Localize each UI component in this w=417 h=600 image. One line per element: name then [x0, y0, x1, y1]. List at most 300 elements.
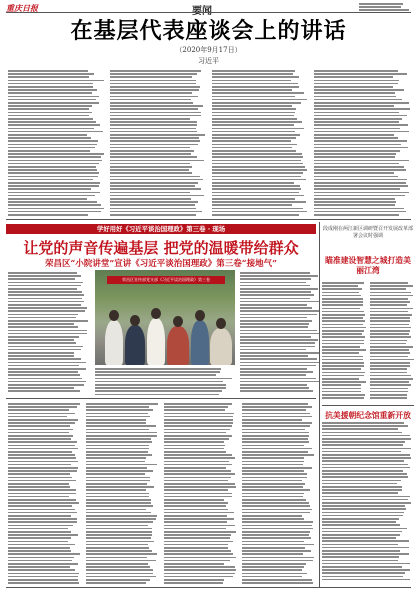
text-line: [212, 166, 305, 168]
text-line: [314, 176, 398, 178]
text-line: [8, 553, 80, 555]
text-line: [164, 438, 229, 440]
text-line: [212, 185, 300, 187]
sidebar-divider: [319, 222, 320, 587]
text-line: [242, 499, 306, 501]
text-line: [212, 83, 298, 85]
text-line: [8, 409, 69, 411]
text-line: [8, 480, 76, 482]
text-line: [8, 355, 74, 357]
text-line: [110, 140, 200, 142]
text-line: [8, 124, 100, 126]
text-line: [8, 185, 99, 187]
text-line: [8, 422, 75, 424]
text-line: [86, 499, 151, 501]
text-line: [212, 121, 302, 123]
text-line: [8, 278, 75, 280]
text-line: [242, 547, 305, 549]
text-line: [8, 483, 69, 485]
text-line: [370, 304, 407, 306]
text-line: [110, 80, 196, 82]
feature-band: 学好用好《习近平谈治国理政》第三卷 · 现场: [6, 224, 316, 234]
text-line: [86, 502, 151, 504]
text-line: [314, 140, 407, 142]
text-line: [8, 579, 78, 581]
text-line: [314, 83, 398, 85]
text-line: [164, 537, 230, 539]
text-line: [314, 124, 408, 126]
text-line: [8, 435, 73, 437]
text-line: [8, 544, 75, 546]
text-line: [8, 374, 80, 376]
text-line: [8, 160, 102, 162]
text-line: [164, 512, 234, 514]
text-line: [240, 278, 311, 280]
text-line: [110, 70, 201, 72]
text-line: [86, 509, 146, 511]
text-line: [242, 438, 308, 440]
text-line: [8, 150, 90, 152]
text-line: [322, 378, 359, 380]
text-line: [8, 89, 97, 91]
text-line: [86, 486, 154, 488]
text-line: [322, 563, 410, 565]
text-line: [322, 308, 360, 310]
text-line: [242, 563, 306, 565]
text-line: [8, 390, 80, 392]
text-line: [110, 124, 197, 126]
text-line: [370, 365, 410, 367]
text-line: [8, 461, 78, 463]
text-line: [86, 534, 152, 536]
text-line: [8, 445, 75, 447]
text-line: [314, 70, 398, 72]
text-line: [314, 185, 408, 187]
text-line: [359, 3, 403, 5]
text-line: [212, 156, 303, 158]
text-line: [240, 330, 317, 332]
text-line: [314, 134, 394, 136]
text-line: [240, 282, 306, 284]
text-line: [164, 505, 226, 507]
text-line: [8, 438, 71, 440]
text-line: [8, 294, 84, 296]
text-line: [322, 476, 408, 478]
text-line: [8, 419, 78, 421]
box2-title: 抗美援朝纪念馆重新开放: [325, 411, 411, 420]
text-line: [8, 83, 93, 85]
text-line: [8, 285, 81, 287]
text-line: [8, 352, 74, 354]
text-line: [8, 489, 76, 491]
text-line: [86, 528, 152, 530]
text-line: [322, 327, 366, 329]
text-line: [212, 176, 301, 178]
text-line: [164, 557, 236, 559]
text-line: [242, 493, 304, 495]
text-line: [322, 512, 404, 514]
text-line: [8, 557, 74, 559]
text-line: [110, 185, 195, 187]
text-line: [370, 343, 406, 345]
text-line: [164, 486, 236, 488]
text-line: [212, 112, 295, 114]
text-line: [8, 502, 79, 504]
text-line: [8, 470, 77, 472]
text-line: [314, 182, 406, 184]
text-line: [242, 509, 312, 511]
text-line: [242, 419, 302, 421]
text-line: [314, 118, 402, 120]
text-line: [8, 96, 99, 98]
text-line: [370, 314, 412, 316]
feature-subtitle: 荣昌区“小院讲堂”宣讲《习近平谈治国理政》第三卷“接地气”: [44, 259, 278, 269]
text-line: [370, 330, 410, 332]
text-line: [240, 371, 313, 373]
text-line: [8, 134, 87, 136]
text-line: [164, 419, 233, 421]
text-line: [322, 528, 407, 530]
text-line: [164, 409, 225, 411]
text-line: [322, 508, 406, 510]
photo-banner: 荣昌区宣传部党支部《习近平谈治国理政》第三卷: [107, 276, 225, 284]
text-line: [86, 477, 150, 479]
section-rule: [6, 219, 411, 220]
text-line: [370, 394, 407, 396]
text-line: [240, 320, 312, 322]
text-line: [370, 317, 410, 319]
text-line: [314, 160, 409, 162]
text-line: [370, 292, 411, 294]
text-line: [8, 214, 88, 216]
text-line: [242, 541, 304, 543]
text-line: [240, 342, 315, 344]
text-line: [370, 381, 409, 383]
text-line: [86, 457, 146, 459]
text-line: [86, 409, 153, 411]
text-line: [110, 144, 198, 146]
text-line: [242, 573, 307, 575]
text-line: [212, 179, 306, 181]
text-line: [86, 550, 152, 552]
text-line: [86, 445, 149, 447]
text-line: [322, 285, 358, 287]
text-line: [370, 288, 406, 290]
text-line: [95, 384, 226, 386]
text-line: [212, 105, 292, 107]
text-line: [8, 531, 71, 533]
text-line: [8, 499, 76, 501]
text-line: [8, 208, 104, 210]
text-line: [240, 384, 307, 386]
text-line: [314, 112, 399, 114]
text-line: [8, 381, 86, 383]
text-line: [370, 397, 407, 399]
text-line: [242, 560, 313, 562]
text-line: [212, 128, 304, 130]
text-line: [370, 301, 410, 303]
text-line: [212, 204, 292, 206]
text-line: [110, 172, 192, 174]
text-line: [8, 70, 88, 72]
text-line: [359, 9, 409, 11]
text-line: [212, 214, 299, 216]
text-line: [110, 150, 194, 152]
text-line: [322, 397, 364, 399]
text-line: [212, 211, 307, 213]
text-line: [370, 333, 409, 335]
text-line: [8, 582, 79, 584]
text-line: [322, 394, 365, 396]
text-line: [314, 131, 409, 133]
text-line: [314, 201, 396, 203]
text-line: [314, 89, 404, 91]
text-line: [164, 541, 233, 543]
text-line: [8, 454, 75, 456]
text-line: [164, 432, 226, 434]
text-line: [240, 294, 314, 296]
text-line: [8, 201, 97, 203]
text-line: [8, 550, 71, 552]
text-line: [240, 358, 317, 360]
text-line: [322, 496, 410, 498]
text-line: [322, 569, 410, 571]
text-line: [86, 579, 150, 581]
text-line: [242, 553, 303, 555]
text-line: [242, 531, 310, 533]
text-line: [322, 333, 362, 335]
text-line: [95, 394, 219, 396]
text-line: [86, 473, 145, 475]
text-line: [110, 96, 198, 98]
text-line: [242, 448, 312, 450]
text-line: [8, 349, 81, 351]
text-line: [212, 118, 297, 120]
text-line: [322, 560, 398, 562]
text-line: [164, 579, 224, 581]
text-line: [212, 201, 306, 203]
text-line: [164, 445, 225, 447]
text-line: [322, 435, 410, 437]
text-line: [8, 358, 81, 360]
text-line: [322, 515, 403, 517]
text-line: [86, 566, 150, 568]
text-line: [110, 76, 192, 78]
text-line: [8, 288, 77, 290]
text-line: [322, 540, 409, 542]
text-line: [370, 298, 408, 300]
text-line: [8, 188, 91, 190]
text-line: [212, 108, 296, 110]
text-line: [8, 176, 98, 178]
text-line: [314, 147, 408, 149]
text-line: [240, 307, 312, 309]
text-line: [164, 496, 232, 498]
text-line: [322, 572, 405, 574]
text-line: [240, 272, 310, 274]
text-line: [110, 92, 192, 94]
text-line: [8, 525, 73, 527]
text-line: [322, 317, 363, 319]
text-line: [8, 291, 82, 293]
text-line: [242, 515, 302, 517]
text-line: [8, 534, 78, 536]
text-line: [240, 362, 319, 364]
text-line: [322, 553, 409, 555]
text-line: [164, 515, 227, 517]
text-line: [242, 489, 310, 491]
text-line: [359, 6, 401, 8]
text-line: [242, 461, 304, 463]
text-line: [212, 169, 307, 171]
text-line: [322, 457, 411, 459]
text-line: [322, 524, 400, 526]
text-line: [8, 121, 96, 123]
text-line: [86, 413, 148, 415]
text-line: [110, 163, 190, 165]
text-line: [322, 375, 364, 377]
text-line: [322, 566, 402, 568]
text-line: [8, 569, 75, 571]
text-line: [240, 352, 319, 354]
text-line: [240, 374, 306, 376]
text-line: [86, 553, 157, 555]
text-line: [164, 573, 235, 575]
lead-headline: 在基层代表座谈会上的讲话: [70, 19, 347, 44]
lead-author: 习近平: [198, 57, 219, 65]
text-line: [322, 438, 411, 440]
text-line: [110, 201, 198, 203]
text-line: [8, 371, 78, 373]
text-line: [164, 477, 231, 479]
text-line: [8, 108, 89, 110]
text-line: [8, 147, 95, 149]
text-line: [86, 422, 146, 424]
text-line: [86, 432, 157, 434]
text-line: [110, 115, 201, 117]
text-line: [322, 292, 359, 294]
text-line: [164, 413, 234, 415]
text-line: [322, 288, 362, 290]
text-line: [8, 518, 77, 520]
text-line: [110, 198, 191, 200]
text-line: [8, 179, 93, 181]
text-line: [110, 160, 204, 162]
text-line: [322, 362, 364, 364]
text-line: [322, 330, 364, 332]
text-line: [242, 486, 303, 488]
text-line: [8, 144, 97, 146]
text-line: [86, 576, 156, 578]
text-line: [322, 489, 402, 491]
top-rule: [6, 12, 411, 13]
text-line: [314, 115, 407, 117]
text-line: [240, 317, 307, 319]
text-line: [164, 451, 226, 453]
text-line: [8, 541, 68, 543]
text-line: [164, 464, 232, 466]
text-line: [322, 365, 364, 367]
text-line: [8, 429, 73, 431]
text-line: [110, 108, 198, 110]
text-line: [86, 512, 151, 514]
text-line: [322, 444, 403, 446]
text-line: [212, 140, 291, 142]
text-line: [314, 195, 405, 197]
text-line: [86, 480, 150, 482]
text-line: [110, 99, 191, 101]
text-line: [86, 547, 149, 549]
text-line: [242, 544, 314, 546]
text-line: [8, 560, 72, 562]
text-line: [8, 153, 104, 155]
text-line: [86, 419, 146, 421]
text-line: [164, 489, 228, 491]
text-line: [322, 531, 402, 533]
text-line: [164, 521, 227, 523]
text-line: [242, 525, 312, 527]
text-line: [110, 166, 192, 168]
text-line: [95, 387, 226, 389]
text-line: [370, 308, 413, 310]
text-line: [212, 192, 299, 194]
text-line: [8, 403, 80, 405]
text-line: [8, 576, 78, 578]
text-line: [8, 362, 86, 364]
text-line: [370, 320, 410, 322]
text-line: [86, 470, 153, 472]
text-line: [95, 381, 223, 383]
text-line: [240, 365, 316, 367]
text-line: [322, 464, 408, 466]
text-line: [164, 544, 228, 546]
text-line: [314, 121, 399, 123]
text-line: [8, 323, 74, 325]
lower-rule: [6, 398, 316, 399]
text-line: [8, 314, 78, 316]
text-line: [370, 356, 408, 358]
text-line: [164, 435, 232, 437]
text-line: [86, 448, 149, 450]
text-line: [314, 172, 394, 174]
text-line: [86, 582, 146, 584]
text-line: [322, 537, 396, 539]
text-line: [322, 352, 359, 354]
text-line: [8, 528, 68, 530]
text-line: [322, 381, 366, 383]
text-line: [86, 544, 148, 546]
text-line: [212, 163, 303, 165]
text-line: [242, 502, 309, 504]
text-line: [370, 346, 413, 348]
text-line: [110, 214, 196, 216]
text-line: [8, 333, 87, 335]
text-line: [212, 96, 295, 98]
text-line: [322, 451, 401, 453]
text-line: [242, 406, 312, 408]
text-line: [8, 425, 70, 427]
text-line: [8, 304, 81, 306]
text-line: [370, 340, 407, 342]
text-line: [110, 83, 196, 85]
text-line: [110, 153, 191, 155]
text-line: [8, 137, 91, 139]
text-line: [242, 480, 302, 482]
text-line: [110, 128, 196, 130]
text-line: [110, 211, 202, 213]
text-line: [240, 275, 318, 277]
text-line: [8, 346, 83, 348]
